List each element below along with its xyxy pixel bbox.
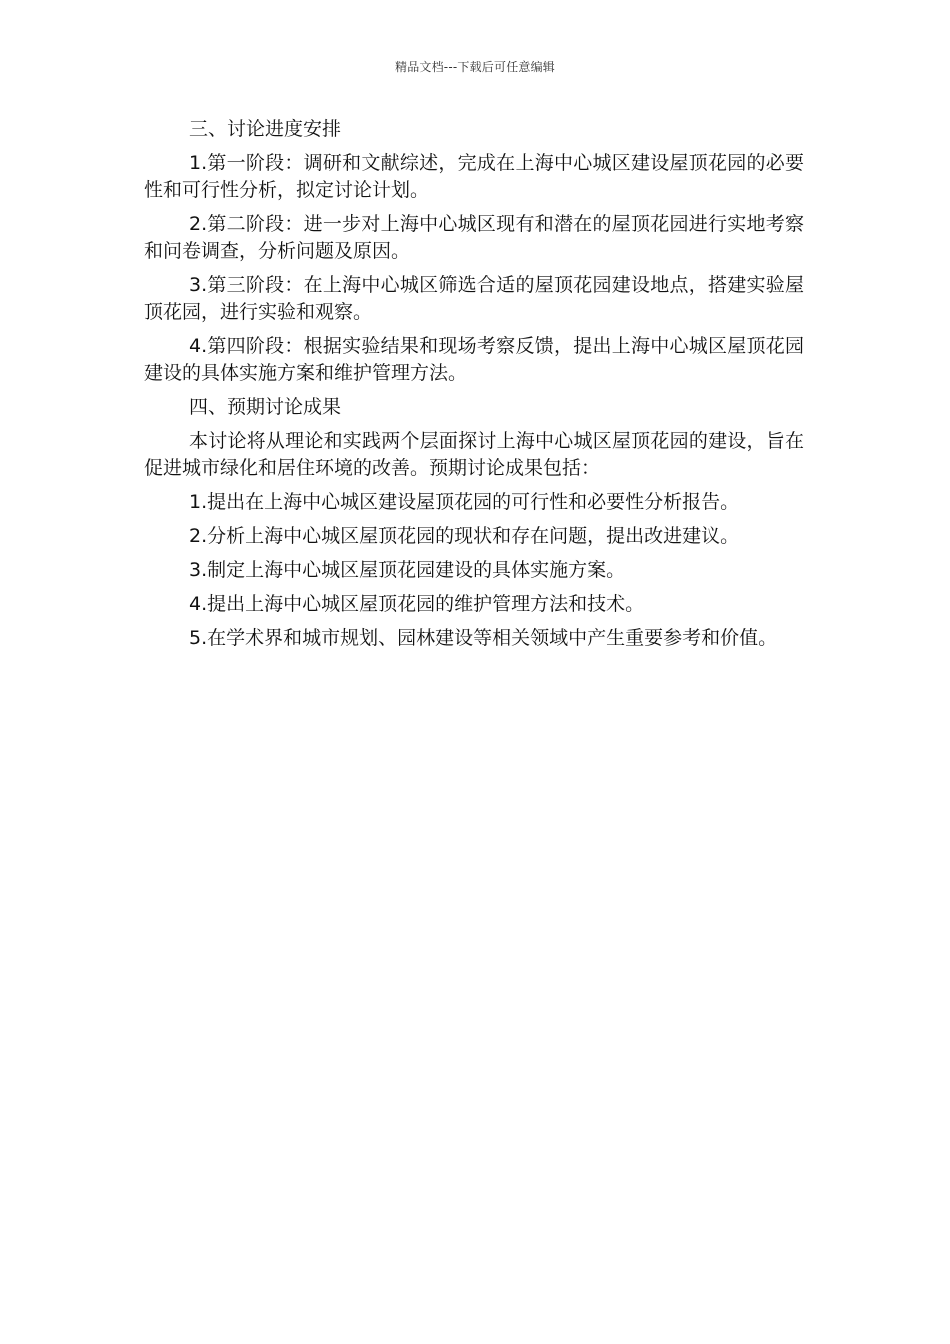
schedule-item-3: 3.第三阶段：在上海中心城区筛选合适的屋顶花园建设地点，搭建实验屋顶花园，进行实验和观察。 [144, 274, 804, 323]
section-heading-outcomes: 四、预期讨论成果 [189, 396, 342, 418]
schedule-item-4: 4.第四阶段：根据实验结果和现场考察反馈，提出上海中心城区屋顶花园建设的具体实施方案和维护管理方法。 [144, 335, 804, 384]
document-body [144, 116, 804, 659]
outcome-item-2: 2.分析上海中心城区屋顶花园的现状和存在问题，提出改进建议。 [189, 525, 740, 547]
outcome-item-3: 3.制定上海中心城区屋顶花园建设的具体实施方案。 [189, 559, 626, 581]
outcome-item-4: 4.提出上海中心城区屋顶花园的维护管理方法和技术。 [189, 593, 645, 615]
section-heading-schedule: 三、讨论进度安排 [189, 118, 342, 140]
outcomes-intro: 本讨论将从理论和实践两个层面探讨上海中心城区屋顶花园的建设，旨在促进城市绿化和居住环境的改善。预期讨论成果包括： [144, 430, 804, 479]
outcome-item-1: 1.提出在上海中心城区建设屋顶花园的可行性和必要性分析报告。 [189, 491, 740, 513]
outcome-item-5: 5.在学术界和城市规划、园林建设等相关领域中产生重要参考和价值。 [189, 627, 778, 649]
schedule-item-1: 1.第一阶段：调研和文献综述，完成在上海中心城区建设屋顶花园的必要性和可行性分析，拟定讨论计划。 [144, 152, 804, 201]
page-header: 精品文档---下载后可任意编辑 [395, 60, 555, 74]
schedule-item-2: 2.第二阶段：进一步对上海中心城区现有和潜在的屋顶花园进行实地考察和问卷调查，分析问题及原因。 [144, 213, 804, 262]
